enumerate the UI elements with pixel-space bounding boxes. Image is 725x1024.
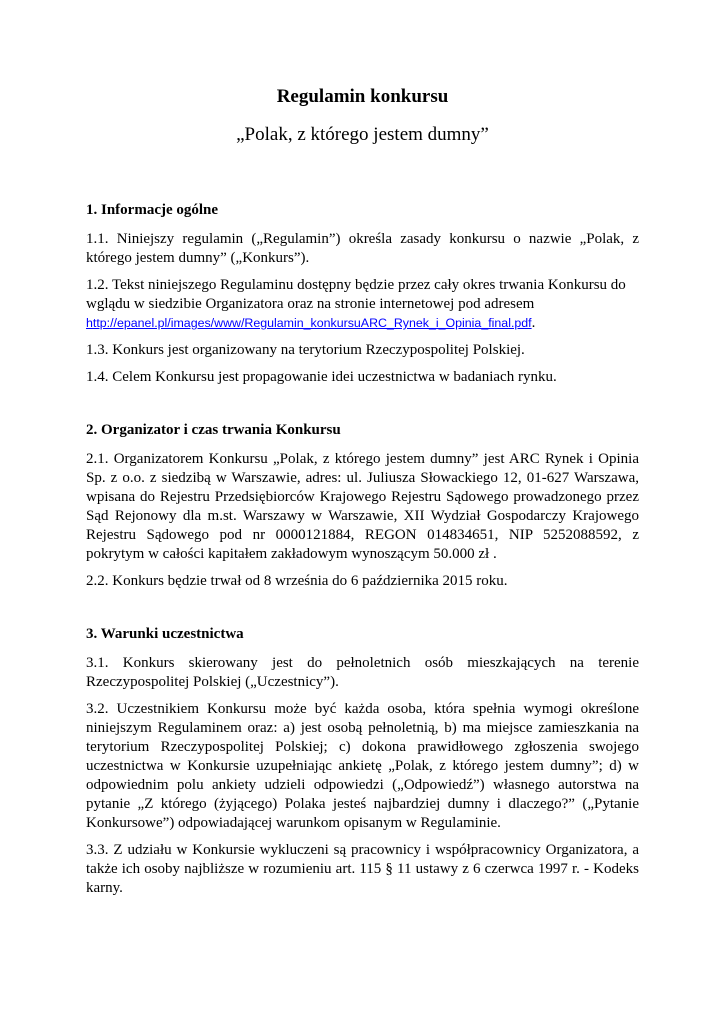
section-participation-conditions (86, 625, 639, 898)
document-title: Regulamin konkursu (276, 86, 449, 107)
paragraph-1-2 (86, 276, 639, 333)
paragraph-1-4: 1.4. Celem Konkursu jest propagowanie idei uczestnictwa w badaniach rynku. (86, 369, 557, 385)
document-subtitle: „Polak, z którego jestem dumny” (236, 124, 489, 145)
paragraph-3-2: 3.2. Uczestnikiem Konkursu może być każda osoba, która spełnia wymogi określone niniejszym Regulaminem oraz: a) jest osobą pełnoletnią, b) ma miejsce zamieszkania na terytorium Rzeczypospolitej Polskiej; c) dokona prawidłowego zgłoszenia swojego uczestnictwa w Konkursie uzupełniając ankietę „Polak, z którego jestem dumny”; d) w odpowiednim polu ankiety udzieli odpowiedzi („Odpowiedź”) własnego autorstwa na pytanie „Z którego (żyjącego) Polaka jesteś najbardziej dumny i dlaczego?” („Pytanie Konkursowe”) odpowiadającej warunkom opisanym w Regulaminie. (86, 701, 639, 831)
paragraph-3-3: 3.3. Z udziału w Konkursie wykluczeni są pracownicy i współpracownicy Organizatora, a także ich osoby najbliższe w rozumieniu art. 115 § 11 ustawy z 6 czerwca 1997 r. - Kodeks karny. (86, 842, 639, 896)
paragraph-3-1: 3.1. Konkurs skierowany jest do pełnoletnich osób mieszkających na terenie Rzeczypospolitej Polskiej („Uczestnicy”). (86, 655, 639, 690)
section-heading: 2. Organizator i czas trwania Konkursu (86, 422, 341, 438)
section-heading: 3. Warunki uczestnictwa (86, 626, 244, 642)
section-organizer (86, 421, 639, 591)
paragraph-1-3: 1.3. Konkurs jest organizowany na terytorium Rzeczypospolitej Polskiej. (86, 342, 525, 358)
regulation-link[interactable]: http://epanel.pl/images/www/Regulamin_konkursuARC_Rynek_i_Opinia_final.pdf (86, 316, 532, 330)
paragraph-1-2-end: . (531, 315, 536, 331)
paragraph-2-1: 2.1. Organizatorem Konkursu „Polak, z którego jestem dumny” jest ARC Rynek i Opinia Sp. z o.o. z siedzibą w Warszawie, adres: ul. Juliusza Słowackiego 12, 01-627 Warszawa, wpisana do Rejestru Przedsiębiorców Krajowego Rejestru Sądowego prowadzonego przez Sąd Rejonowy dla m.st. Warszawy w Warszawie, XII Wydział Gospodarczy Krajowego Rejestru Sądowego pod nr 0000121884, REGON 014834651, NIP 5252088592, z pokrytym w całości kapitałem zakładowym wynoszącym 50.000 zł . (86, 451, 639, 562)
paragraph-1-2-text: 1.2. Tekst niniejszego Regulaminu dostępny będzie przez cały okres trwania Konkursu do wglądu w siedzibie Organizatora oraz na stronie internetowej pod adresem (86, 277, 626, 312)
paragraph-2-2: 2.2. Konkurs będzie trwał od 8 września do 6 października 2015 roku. (86, 573, 508, 589)
section-general-info (86, 201, 639, 387)
section-heading: 1. Informacje ogólne (86, 202, 219, 218)
document-body (86, 84, 639, 898)
paragraph-1-1: 1.1. Niniejszy regulamin („Regulamin”) określa zasady konkursu o nazwie „Polak, z którego jestem dumny” („Konkurs”). (86, 231, 639, 266)
